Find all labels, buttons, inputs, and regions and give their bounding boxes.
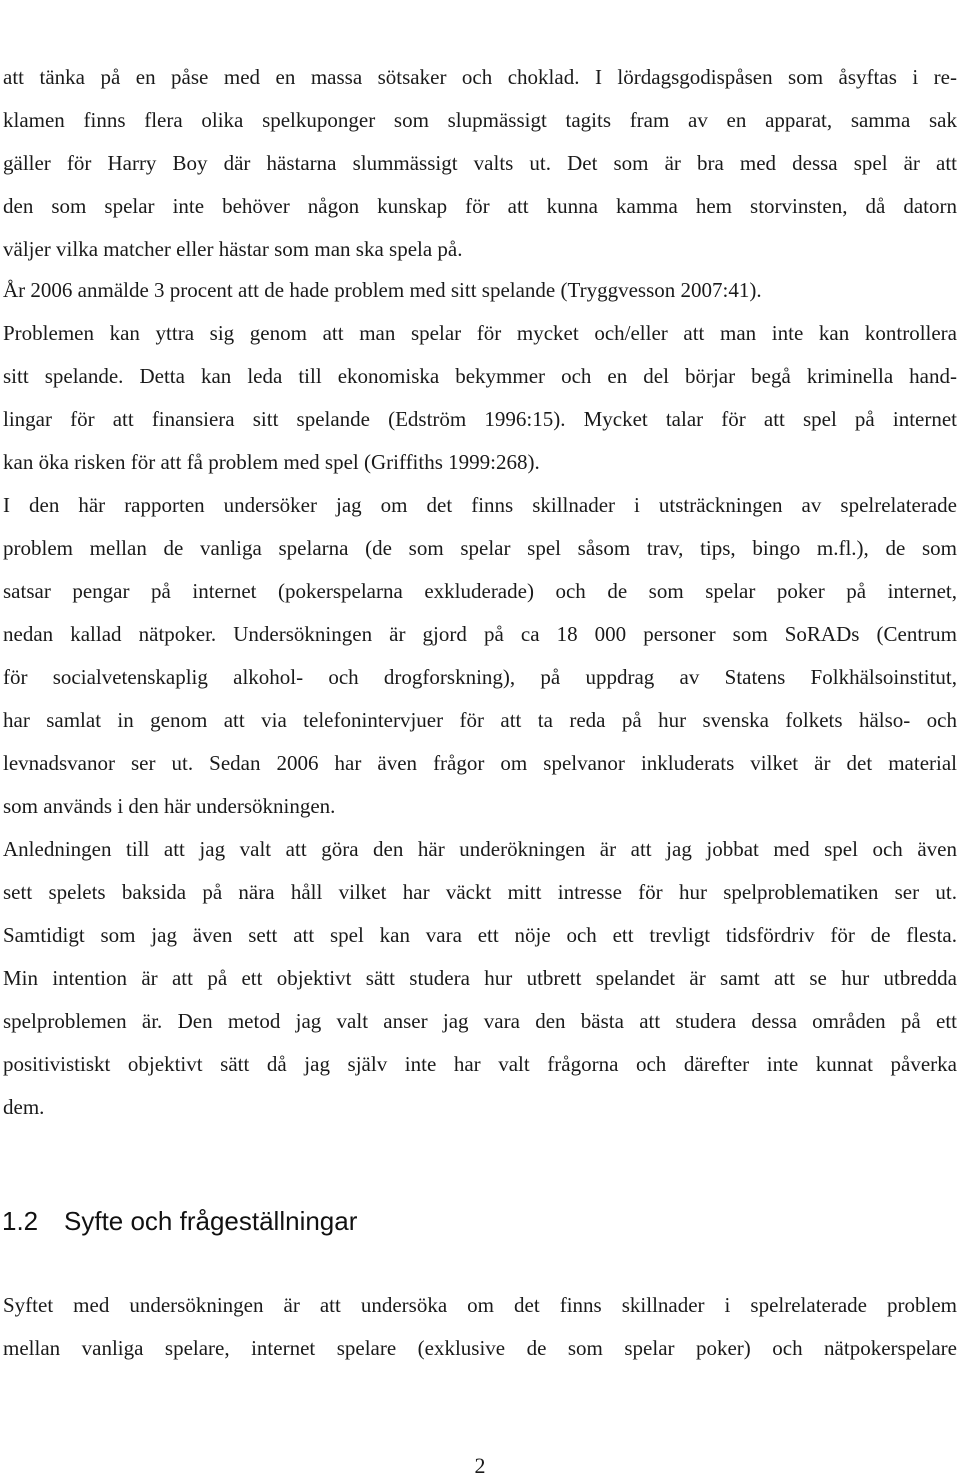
section-title: Syfte och frågeställningar <box>64 1206 358 1236</box>
paragraph-gambling-coupons <box>3 56 957 271</box>
text-line: Syftet med undersökningen är att undersöka om det finns skillnader i spelrelaterade problem <box>3 1293 957 1317</box>
text-line: Samtidigt som jag även sett att spel kan vara ett nöje och ett trevligt tidsfördriv för de flesta. <box>3 923 957 947</box>
text-line: nedan kallad nätpoker. Undersökningen är gjord på ca 18 000 personer som SoRADs (Centrum <box>3 622 957 646</box>
paragraph-gambling-problems <box>3 269 957 484</box>
text-line: gäller för Harry Boy där hästarna slummässigt valts ut. Det som är bra med dessa spel är att <box>3 151 957 175</box>
text-line: satsar pengar på internet (pokerspelarna exkluderade) och de som spelar poker på internet, <box>3 579 957 603</box>
text-line: spelproblemen är. Den metod jag valt anser jag vara den bästa att studera dessa områden på ett <box>3 1009 957 1033</box>
text-line: problem mellan de vanliga spelarna (de som spelar spel såsom trav, tips, bingo m.fl.), de som <box>3 536 957 560</box>
text-line: som används i den här undersökningen. <box>3 794 336 818</box>
text-line: kan öka risken för att få problem med spel (Griffiths 1999:268). <box>3 450 540 474</box>
text-line: Problemen kan yttra sig genom att man spelar för mycket och/eller att man inte kan kontrollera <box>3 321 957 345</box>
page-number: 2 <box>474 1453 486 1478</box>
section-heading <box>2 1203 357 1239</box>
paragraph-purpose <box>3 1284 957 1370</box>
text-line: levnadsvanor ser ut. Sedan 2006 har även frågor om spelvanor inkluderats vilket är det material <box>3 751 957 775</box>
text-line: mellan vanliga spelare, internet spelare (exklusive de som spelar poker) och nätpokerspelare <box>3 1336 957 1360</box>
text-line: dem. <box>3 1095 45 1119</box>
paragraph-motivation <box>3 828 957 1129</box>
text-line: positivistiskt objektivt sätt då jag själv inte har valt frågorna och därefter inte kunnat påverka <box>3 1052 957 1076</box>
paragraph-report-scope <box>3 484 957 828</box>
text-line: väljer vilka matcher eller hästar som man ska spela på. <box>3 237 463 261</box>
text-line: sitt spelande. Detta kan leda till ekonomiska bekymmer och en del börjar begå kriminella hand- <box>3 364 957 388</box>
text-line: År 2006 anmälde 3 procent att de hade problem med sitt spelande (Tryggvesson 2007:41). <box>3 278 762 302</box>
text-line: sett spelets baksida på nära håll vilket har väckt mitt intresse för hur spelproblematiken ser ut. <box>3 880 957 904</box>
text-line: Min intention är att på ett objektivt sätt studera hur utbrett spelandet är samt att se hur utbredda <box>3 966 957 990</box>
text-line: har samlat in genom att via telefonintervjuer för att ta reda på hur svenska folkets hälso- och <box>3 708 957 732</box>
section-number: 1.2 <box>2 1206 39 1236</box>
text-line: för socialvetenskaplig alkohol- och drogforskning), på uppdrag av Statens Folkhälsoinstitut, <box>3 665 957 689</box>
text-line: att tänka på en påse med en massa sötsaker och choklad. I lördagsgodispåsen som åsyftas i re- <box>3 65 957 89</box>
text-line: Anledningen till att jag valt att göra den här underökningen är att jag jobbat med spel och även <box>3 837 957 861</box>
text-line: den som spelar inte behöver någon kunskap för att kunna kamma hem storvinsten, då datorn <box>3 194 957 218</box>
text-line: lingar för att finansiera sitt spelande (Edström 1996:15). Mycket talar för att spel på internet <box>3 407 957 431</box>
text-line: klamen finns flera olika spelkuponger som slupmässigt tagits fram av en apparat, samma sak <box>3 108 957 132</box>
text-line: I den här rapporten undersöker jag om det finns skillnader i utsträckningen av spelrelaterade <box>3 493 957 517</box>
